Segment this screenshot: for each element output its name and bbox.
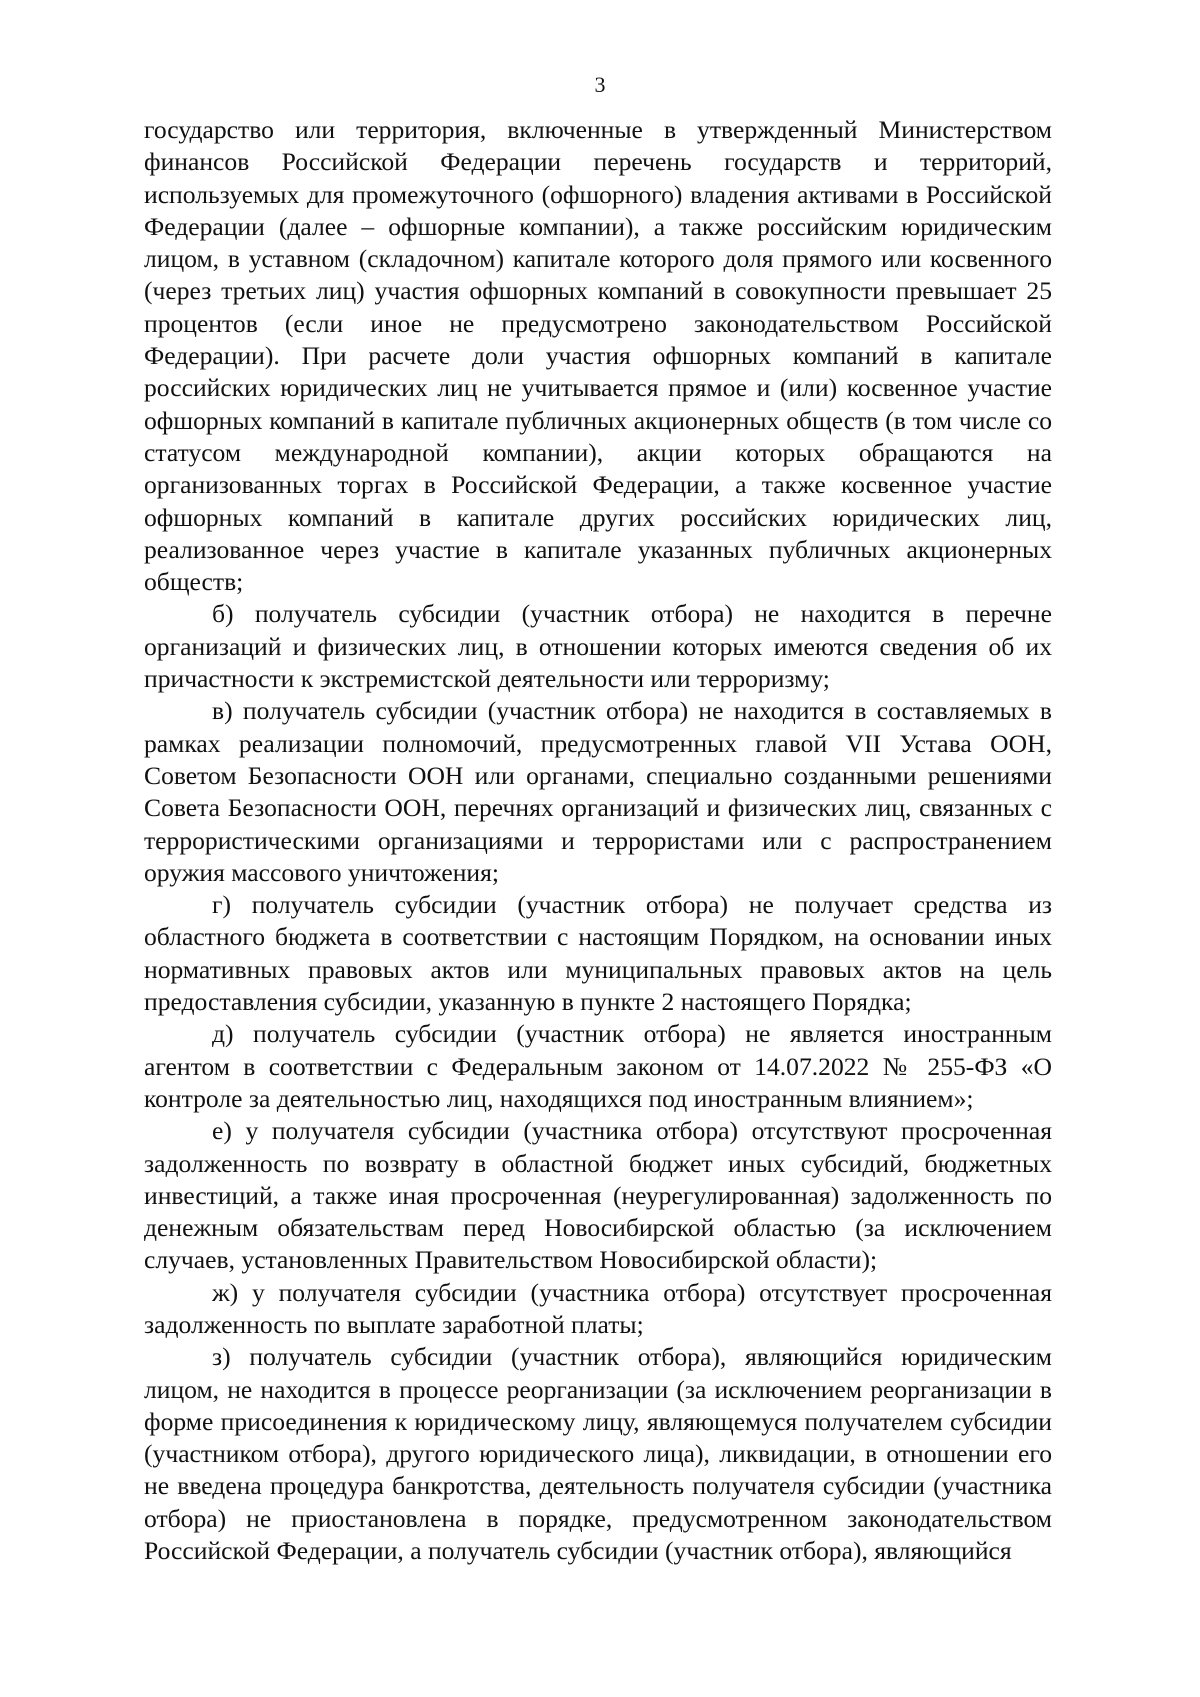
- paragraph-continuation: государство или территория, включенные в утвержденный Министерством финансов Российской Федерации перечень государств и территорий, используемых для промежуточного (офшорного) владения активами в Российской Федерации (далее – офшорные компании), а также российским юридическим лицом, в уставном (складочном) капитале которого доля прямого или косвенного (через третьих лиц) участия офшорных компаний в совокупности превышает 25 процентов (если иное не предусмотрено законодательством Российской Федерации). При расчете доли участия офшорных компаний в капитале российских юридических лиц не учитывается прямое и (или) косвенное участие офшорных компаний в капитале публичных акционерных обществ (в том числе со статусом международной компании), акции которых обращаются на организованных торгах в Российской Федерации, а также косвенное участие офшорных компаний в капитале других российских юридических лиц, реализованное через участие в капитале указанных публичных акционерных обществ;: [144, 115, 1052, 597]
- document-body: [144, 114, 1052, 1567]
- paragraph-item-b: б) получатель субсидии (участник отбора) не находится в перечне организаций и физических лиц, в отношении которых имеются сведения об их причастности к экстремистской деятельности или терроризму;: [144, 599, 1052, 694]
- paragraph-item-v: в) получатель субсидии (участник отбора) не находится в составляемых в рамках реализации полномочий, предусмотренных главой VII Устава ООН, Советом Безопасности ООН или органами, специально созданными решениями Совета Безопасности ООН, перечнях организаций и физических лиц, связанных с террористическими организациями и террористами или с распространением оружия массового уничтожения;: [144, 696, 1052, 887]
- page-number: 3: [594, 72, 606, 97]
- paragraph-item-e: е) у получателя субсидии (участника отбора) отсутствуют просроченная задолженность по возврату в областной бюджет иных субсидий, бюджетных инвестиций, а также иная просроченная (неурегулированная) задолженность по денежным обязательствам перед Новосибирской областью (за исключением случаев, установленных Правительством Новосибирской области);: [144, 1116, 1052, 1275]
- paragraph-item-z: з) получатель субсидии (участник отбора), являющийся юридическим лицом, не находится в процессе реорганизации (за исключением реорганизации в форме присоединения к юридическому лицу, являющемуся получателем субсидии (участником отбора), другого юридического лица), ликвидации, в отношении его не введена процедура банкротства, деятельность получателя субсидии (участника отбора) не приостановлена в порядке, предусмотренном законодательством Российской Федерации, а получатель субсидии (участник отбора), являющийся: [144, 1342, 1052, 1566]
- paragraph-item-zh: ж) у получателя субсидии (участника отбора) отсутствует просроченная задолженность по выплате заработной платы;: [144, 1277, 1052, 1339]
- paragraph-item-d: д) получатель субсидии (участник отбора) не является иностранным агентом в соответствии с Федеральным законом от 14.07.2022 № 255-ФЗ «О контроле за деятельностью лиц, находящихся под иностранным влиянием»;: [144, 1019, 1052, 1113]
- paragraph-item-g: г) получатель субсидии (участник отбора) не получает средства из областного бюджета в соответствии с настоящим Порядком, на основании иных нормативных правовых актов или муниципальных правовых актов на цель предоставления субсидии, указанную в пункте 2 настоящего Порядка;: [144, 890, 1052, 1017]
